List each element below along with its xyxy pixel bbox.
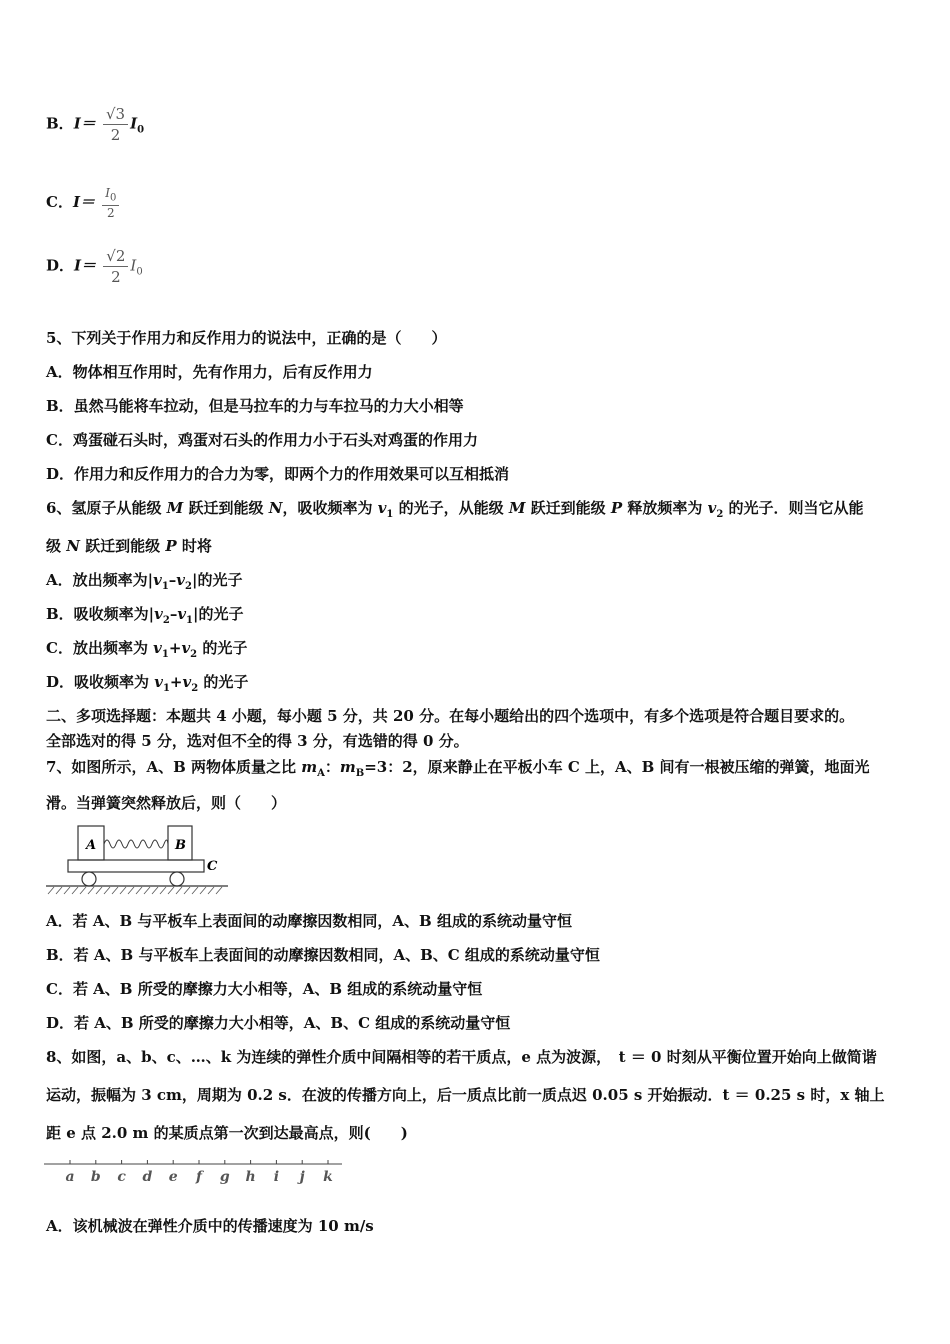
option-label: B． [46,114,74,133]
wheel-left [82,872,96,886]
axis-label-j: j [299,1169,305,1185]
q8-option-a: A．该机械波在弹性介质中的传播速度为 10 m/s [46,1217,374,1235]
text: ，吸收频率为 [282,499,378,517]
q7-option-d: D．若 A、B 所受的摩擦力大小相等，A、B、C 组成的系统动量守恒 [46,1014,511,1032]
axis-label-a: a [65,1169,75,1185]
q6-option-b [46,604,243,631]
text: ： [324,758,340,776]
axis-label-k: k [323,1169,333,1185]
subscript: 1 [161,581,169,592]
q6-stem-line2 [46,536,212,556]
spring [104,840,168,848]
subscript: 0 [109,192,117,204]
subscript: 2 [190,649,198,660]
option-label: C． [46,193,73,212]
symbol: N [268,499,283,517]
operator: – [168,571,177,589]
text: 的光子 [197,639,248,657]
subscript: 2 [191,683,199,694]
denominator: 2 [106,206,115,221]
option-label: D． [46,256,75,275]
text: 释放频率为 [622,499,708,517]
subscript: 1 [386,509,394,520]
axis-label-g: g [219,1169,230,1185]
q5-option-a: A．物体相互作用时，先有作用力，后有反作用力 [46,363,373,381]
symbol: v [154,605,163,623]
symbol: v [176,571,186,589]
q7-stem-line1 [46,757,870,784]
fraction [103,246,128,287]
symbol: P [610,499,623,517]
text: 的光子．则当它从能 [723,499,864,517]
q8-axis-figure [44,1156,344,1192]
text: D．吸收频率为 [46,673,155,691]
subscript: 1 [162,683,170,694]
text: |的光子 [191,571,243,589]
text: 6、氢原子从能级 [46,499,167,517]
text: 的光子 [198,673,249,691]
axis-label-b: b [90,1169,101,1185]
section2-line2: 全部选对的得 5 分，选对但不全的得 3 分，有选错的得 0 分。 [46,732,469,750]
rhs: I [130,114,138,133]
lhs: I＝ [73,114,96,133]
numerator: I [105,186,110,200]
numerator: √2 [103,246,128,267]
symbol: v [153,639,162,657]
subscript: 2 [162,615,170,626]
symbol: M [166,499,184,517]
lhs: I＝ [74,256,97,275]
operator: + [169,673,183,691]
cart-label: C [207,859,218,874]
symbol: v [154,673,163,691]
q5-stem: 5、下列关于作用力和反作用力的说法中，正确的是（ ） [46,329,447,347]
q6-option-a [46,570,242,597]
subscript: 2 [185,581,192,592]
symbol: v [181,639,191,657]
denominator: 2 [111,268,121,286]
q7-option-a: A．若 A、B 与平板车上表面间的动摩擦因数相同，A、B 组成的系统动量守恒 [46,912,572,930]
q6-option-c [46,638,247,665]
symbol: m [339,758,356,776]
symbol: m [301,758,318,776]
wheel-right [170,872,184,886]
q7-option-c: C．若 A、B 所受的摩擦力大小相等，A、B 组成的系统动量守恒 [46,980,483,998]
q8-stem-line3: 距 e 点 2.0 m 的某质点第一次到达最高点，则( ) [46,1124,408,1142]
q8-stem-line2: 运动，振幅为 3 cm，周期为 0.2 s．在波的传播方向上，后一质点比前一质点迟 0.05 s 开始振动．t ＝ 0.25 s 时，x 轴上 [46,1086,885,1104]
operator: + [168,639,182,657]
axis-label-i: i [273,1169,280,1185]
numerator: √3 [103,104,128,125]
q6-option-d [46,672,248,699]
q7-option-b: B．若 A、B 与平板车上表面间的动摩擦因数相同，A、B、C 组成的系统动量守恒 [46,946,600,964]
q5-option-c: C．鸡蛋碰石头时，鸡蛋对石头的作用力小于石头对鸡蛋的作用力 [46,431,478,449]
symbol: v [707,499,717,517]
symbol: v [153,571,162,589]
text: 跃迁到能级 [183,499,269,517]
subscript: 2 [716,509,724,520]
symbol: N [66,537,80,555]
text: |的光子 [193,605,244,623]
fraction [103,104,128,145]
ground-hatch [48,887,222,894]
fraction [102,186,119,220]
operator: – [169,605,178,623]
text: B．吸收频率为| [46,605,155,623]
q7-stem-line2: 滑。当弹簧突然释放后，则（ ） [46,794,287,812]
axis-label-e: e [168,1169,178,1185]
q4-option-b [46,104,144,145]
block-b-label: B [175,838,186,853]
q5-option-d: D．作用力和反作用力的合力为零，即两个力的作用效果可以互相抵消 [46,465,510,483]
text: A．放出频率为| [46,571,154,589]
text: 7、如图所示，A、B 两物体质量之比 [46,758,302,776]
subscript: 1 [186,615,194,626]
text: 跃迁到能级 [79,537,166,555]
text: 级 [46,537,67,555]
q7-cart-figure [44,822,234,896]
cart-board [68,860,204,872]
denominator: 2 [110,126,121,144]
q4-option-c [46,186,121,220]
block-a-label: A [86,838,97,853]
text: C．放出频率为 [46,639,154,657]
q4-option-d [46,246,143,287]
q6-stem-line1 [46,498,864,525]
subscript: B [355,768,365,779]
subscript: 0 [137,124,145,136]
q8-stem-line1: 8、如图，a、b、c、…、k 为连续的弹性介质中间隔相等的若干质点，e 点为波源， t ＝ 0 时刻从平衡位置开始向上做简谐 [46,1048,877,1066]
lhs: I＝ [72,193,95,212]
rhs: I [130,256,137,275]
axis-label-h: h [245,1169,256,1185]
text: 跃迁到能级 [525,499,611,517]
symbol: M [508,499,526,517]
symbol: v [377,499,387,517]
subscript: 0 [136,266,143,278]
symbol: v [177,605,187,623]
subscript: 1 [161,649,169,660]
text: 的光子，从能级 [393,499,509,517]
section2-line1: 二、多项选择题：本题共 4 小题，每小题 5 分，共 20 分。在每小题给出的四个选项中，有多个选项是符合题目要求的。 [46,707,855,725]
axis-label-c: c [117,1169,126,1185]
subscript: A [317,768,325,779]
axis-label-d: d [142,1169,153,1185]
symbol: v [182,673,192,691]
symbol: P [165,537,177,555]
q5-option-b: B．虽然马能将车拉动，但是马拉车的力与车拉马的力大小相等 [46,397,464,415]
text: 时将 [176,537,212,555]
axis-label-f: f [195,1169,203,1185]
text: =3：2，原来静止在平板小车 C 上，A、B 间有一根被压缩的弹簧，地面光 [364,758,870,776]
